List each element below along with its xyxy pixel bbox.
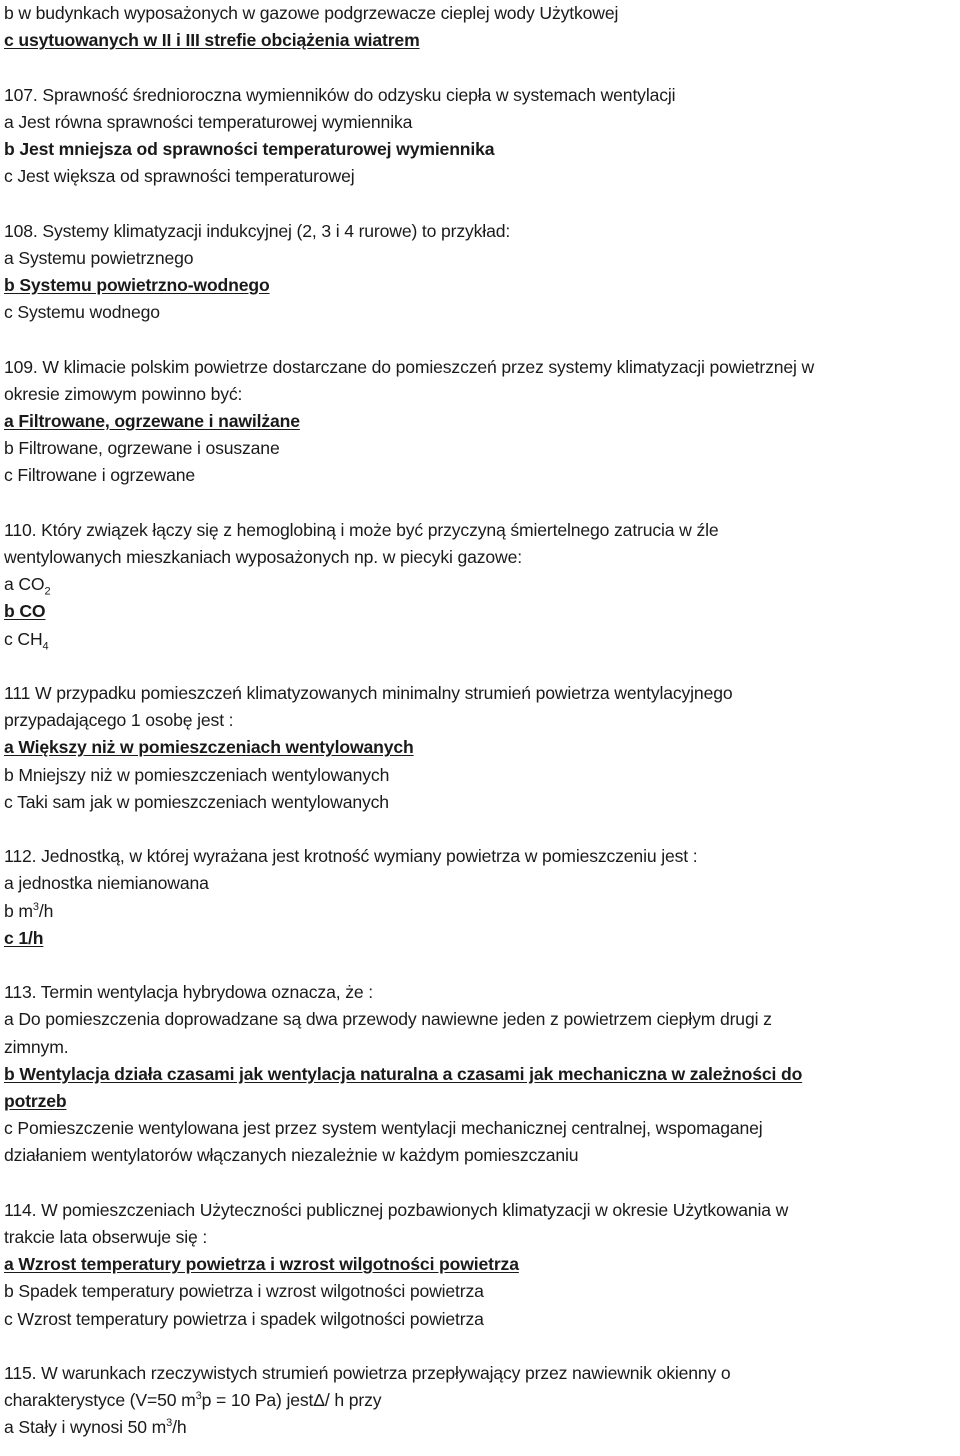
answer-c: c Jest większa od sprawności temperaturowej xyxy=(4,166,355,187)
answer-a-subscript: 2 xyxy=(44,585,51,598)
answer-a-text: a CO xyxy=(4,574,45,595)
answer-c: c Systemu wodnego xyxy=(4,302,160,323)
answer-a-correct: a Wzrost temperatury powietrza i wzrost wilgotności powietrza xyxy=(4,1254,519,1275)
answer-a: a Systemu powietrznego xyxy=(4,247,194,268)
answer-c: c Taki sam jak w pomieszczeniach wentylowanych xyxy=(4,791,389,812)
question-text: 113. Termin wentylacja hybrydowa oznacza, że : xyxy=(4,982,373,1003)
question-text-line2 xyxy=(4,1387,956,1414)
answer-b-suffix: /h xyxy=(38,900,54,921)
answer-a-line2: zimnym. xyxy=(4,1036,69,1057)
question-text-line1: 114. W pomieszczeniach Użyteczności publicznej pozbawionych klimatyzacji w okresie Użytkowania w xyxy=(4,1199,789,1220)
question-text-line2: przypadającego 1 osobę jest : xyxy=(4,710,234,731)
question-text: 107. Sprawność średnioroczna wymienników do odzysku ciepła w systemach wentylacji xyxy=(4,84,676,105)
answer-a-superscript: 3 xyxy=(166,1417,173,1430)
delta-symbol: Δ xyxy=(313,1390,325,1411)
question-text-pre: charakterystyce (V=50 m xyxy=(4,1390,196,1411)
question-text-post: / h przy xyxy=(324,1390,382,1411)
answer-a xyxy=(4,1414,956,1441)
answer-b-superscript: 3 xyxy=(32,900,39,913)
answer-b-correct: b Jest mniejsza od sprawności temperaturowej wymiennika xyxy=(4,139,495,159)
question-108 xyxy=(4,218,956,327)
answer-b-correct: b CO xyxy=(4,601,46,622)
answer-c-subscript: 4 xyxy=(42,640,49,653)
question-110 xyxy=(4,517,956,653)
answer-a xyxy=(4,571,956,598)
answer-c-line2: działaniem wentylatorów włączanych niezależnie w każdym pomieszczaniu xyxy=(4,1145,579,1166)
spacer xyxy=(4,1333,956,1360)
answer-b-correct: b Systemu powietrzno-wodnego xyxy=(4,275,270,295)
question-superscript: 3 xyxy=(195,1390,202,1403)
answer-a-suffix: /h xyxy=(172,1417,187,1438)
answer-b-correct-line2-wrap xyxy=(4,1088,956,1115)
spacer xyxy=(4,190,956,217)
spacer xyxy=(4,816,956,843)
question-111 xyxy=(4,680,956,816)
question-112 xyxy=(4,843,956,952)
answer-a-text: a Stały i wynosi 50 m xyxy=(4,1417,167,1438)
spacer xyxy=(4,326,956,353)
answer-a: a Jest równa sprawności temperaturowej wymiennika xyxy=(4,111,413,132)
question-text-line1: 115. W warunkach rzeczywistych strumień powietrza przepływający przez nawiewnik okienny o xyxy=(4,1363,731,1384)
fragment-previous-question xyxy=(4,0,956,54)
answer-b xyxy=(4,898,956,925)
answer-c: c Filtrowane i ogrzewane xyxy=(4,465,195,486)
question-text-mid: p = 10 Pa) jest xyxy=(201,1390,314,1411)
answer-a: a jednostka niemianowana xyxy=(4,873,209,894)
answer-b: b Filtrowane, ogrzewane i osuszane xyxy=(4,438,280,459)
question-text-line1: 110. Który związek łączy się z hemoglobiną i może być przyczyną śmiertelnego zatrucia w źle xyxy=(4,519,719,540)
spacer xyxy=(4,490,956,517)
question-114 xyxy=(4,1197,956,1333)
spacer xyxy=(4,653,956,680)
answer-a-correct: a Większy niż w pomieszczeniach wentylowanych xyxy=(4,737,414,758)
question-text: 108. Systemy klimatyzacji indukcyjnej (2, 3 i 4 rurowe) to przykład: xyxy=(4,220,511,241)
answer-c-correct: c 1/h xyxy=(4,927,44,948)
answer-b: b Mniejszy niż w pomieszczeniach wentylowanych xyxy=(4,764,390,785)
question-text-line2: wentylowanych mieszkaniach wyposażonych np. w piecyki gazowe: xyxy=(4,547,522,567)
answer-c-line1: c Pomieszczenie wentylowana jest przez system wentylacji mechanicznej centralnej, wspomaganej xyxy=(4,1118,763,1139)
spacer xyxy=(4,952,956,979)
answer-c-correct-wrap xyxy=(4,925,956,952)
answer-b-text: b m xyxy=(4,900,33,921)
answer-b: b Spadek temperatury powietrza i wzrost wilgotności powietrza xyxy=(4,1281,484,1302)
question-115 xyxy=(4,1360,956,1442)
answer-c xyxy=(4,626,956,653)
question-text-line1: 111 W przypadku pomieszczeń klimatyzowanych minimalny strumień powietrza wentylacyjnego xyxy=(4,683,733,703)
answer-b-correct-line1-wrap xyxy=(4,1061,956,1088)
spacer xyxy=(4,1170,956,1197)
question-text: 112. Jednostką, w której wyrażana jest krotność wymiany powietrza w pomieszczeniu jest : xyxy=(4,846,698,867)
question-text-line2: trakcie lata obserwuje się : xyxy=(4,1227,208,1248)
question-text-line2: okresie zimowym powinno być: xyxy=(4,383,243,404)
answer-c-correct: c usytuowanych w II i III strefie obciążenia wiatrem xyxy=(4,30,420,51)
question-109 xyxy=(4,354,956,490)
answer-b-correct-line2: potrzeb xyxy=(4,1091,67,1112)
answer-b-correct-line1: b Wentylacja działa czasami jak wentylacja naturalna a czasami jak mechaniczna w zależności do xyxy=(4,1063,803,1084)
question-107 xyxy=(4,82,956,191)
question-text-line1: 109. W klimacie polskim powietrze dostarczane do pomieszczeń przez systemy klimatyzacji powietrznej w xyxy=(4,356,815,377)
answer-b-correct-wrap xyxy=(4,598,956,625)
document-page xyxy=(4,0,956,1442)
answer-a-correct: a Filtrowane, ogrzewane i nawilżane xyxy=(4,411,300,431)
answer-b: b w budynkach wyposażonych w gazowe podgrzewacze cieplej wody Użytkowej xyxy=(4,3,619,23)
spacer xyxy=(4,54,956,81)
question-113 xyxy=(4,979,956,1169)
answer-c-text: c CH xyxy=(4,628,43,649)
answer-a-line1: a Do pomieszczenia doprowadzane są dwa przewody nawiewne jeden z powietrzem ciepłym drugi z xyxy=(4,1009,772,1030)
answer-c: c Wzrost temperatury powietrza i spadek wilgotności powietrza xyxy=(4,1308,484,1329)
